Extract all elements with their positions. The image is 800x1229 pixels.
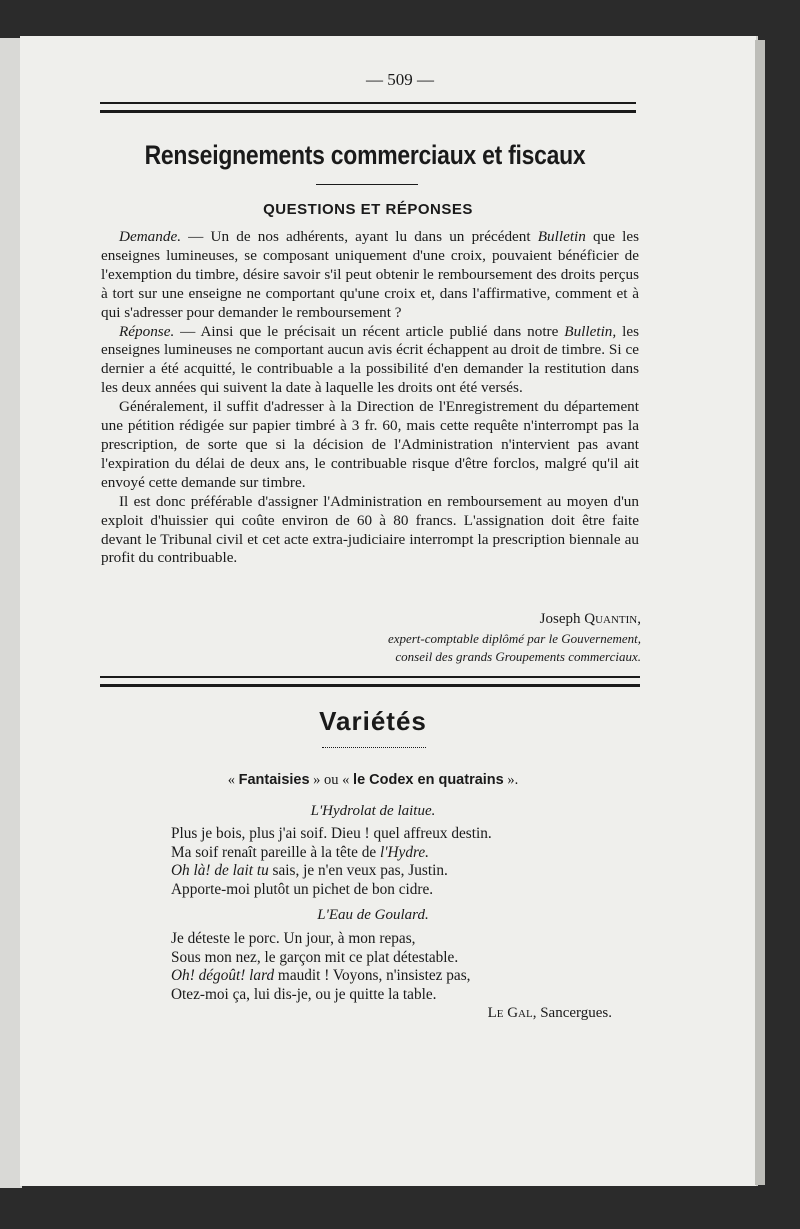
page-number: — 509 —	[366, 70, 434, 89]
poem1-line-3	[171, 862, 591, 881]
poem2-line-2: Sous mon nez, le garçon mit ce plat détestable.	[171, 948, 459, 966]
poem2	[171, 930, 591, 1004]
poem1-line-3b: sais, je n'en veux pas, Justin.	[268, 862, 448, 879]
poem1-line-1: Plus je bois, plus j'ai soif. Dieu ! quel affreux destin.	[171, 825, 492, 842]
qa-body	[101, 228, 639, 568]
paragraph-3: Il est donc préférable d'assigner l'Administration en remboursement au moyen d'un exploit d'huissier qui coûte environ de 60 à 80 francs. L'assignation doit être faite devant le Tribunal civil et cet acte extra-judiciaire interrompt la prescription biennale au profit du contribuable.	[101, 492, 639, 567]
quote-open: «	[227, 772, 239, 788]
poem1	[171, 825, 591, 899]
separator-rule-top	[100, 676, 640, 678]
quote-close: ».	[503, 772, 519, 788]
demande-bulletin: Bulletin	[537, 228, 586, 245]
reponse-text-a: — Ainsi que le précisait un récent article publié dans notre	[174, 322, 565, 340]
page-right-edge	[755, 40, 765, 1185]
section-title: Renseignements commerciaux et fiscaux	[144, 140, 586, 170]
poem-author: Le Gal,	[487, 1005, 537, 1021]
reponse-text-b: les enseignes lumineuses ne comportant aucun avis écrit échappent au droit de timbre. Si ce dernier a été acquitté, le contribuable a la possibilité d'en demander la restitution dans les deux années qui suivent la date à laquelle les droits ont été versés.	[101, 322, 639, 397]
poem2-line-4: Otez-moi ça, lui dis-je, ou je quitte la table.	[171, 985, 437, 1003]
varietes-underline	[322, 747, 426, 749]
separator-rule-bottom	[100, 684, 640, 687]
section-subtitle: QUESTIONS ET RÉPONSES	[263, 201, 473, 218]
demande-text-b: que les enseignes lumineuses, se composant uniquement d'une croix, pouvaient bénéficier de l'exemption du timbre, désire savoir s'il peut obtenir le remboursement des droits perçus à tort sur une enseigne ne comportant qu'une croix et, dans l'affirmative, comment et à qui s'adresser pour demander le remboursement ?	[101, 228, 639, 321]
author-first-name: Joseph	[539, 611, 585, 627]
poem-signature	[300, 1005, 612, 1022]
poem1-line-2b: l'Hydre.	[379, 843, 429, 861]
poem-place: Sancergues.	[536, 1005, 612, 1021]
subtitle-codex: le Codex en quatrains	[353, 772, 504, 788]
header-rule-top	[100, 102, 636, 104]
poem2-line-1: Je déteste le porc. Un jour, à mon repas,	[171, 930, 416, 947]
demande-text-a: — Un de nos adhérents, ayant lu dans un précédent	[181, 228, 538, 245]
author-credential-1: expert-comptable diplômé par le Gouvernement,	[387, 631, 641, 646]
reponse-label: Réponse.	[119, 322, 175, 340]
varietes-subtitle	[0, 772, 746, 789]
demande-paragraph	[101, 228, 639, 323]
poem2-line-3a: Oh! dégoût! lard	[171, 967, 275, 984]
poem1-title: L'Hydrolat de laitue.	[310, 803, 436, 819]
reponse-paragraph	[101, 323, 639, 399]
poem1-line-4: Apporte-moi plutôt un pichet de bon cidre.	[171, 880, 434, 898]
author-credential-2: conseil des grands Groupements commerciaux.	[395, 649, 641, 664]
demande-label: Demande.	[119, 228, 181, 245]
poem1-line-2a: Ma soif renaît pareille à la tête de	[171, 843, 380, 861]
subtitle-fantaisies: Fantaisies	[238, 772, 310, 788]
poem2-line-3	[171, 967, 591, 986]
paragraph-2: Généralement, il suffit d'adresser à la Direction de l'Enregistrement du département une pétition rédigée sur papier timbré à 3 fr. 60, mais cette requête n'interrompt pas la prescription, de sorte que si la décision de l'Administration n'intervient pas avant l'expiration du délai de deux ans, le contribuable risque d'être forclos, malgré qu'il ait envoyé cette demande sur timbre.	[101, 398, 639, 491]
poem2-line-3b: maudit ! Voyons, n'insistez pas,	[274, 967, 471, 984]
author-last-name: Quantin,	[584, 611, 641, 627]
poem1-line-2	[171, 844, 591, 863]
reponse-bulletin: Bulletin,	[564, 322, 617, 340]
poem2-title: L'Eau de Goulard.	[317, 907, 429, 923]
title-underline	[316, 184, 418, 185]
header-rule-bottom	[100, 110, 636, 113]
subtitle-mid: » ou «	[309, 772, 354, 788]
varietes-title: Variétés	[319, 706, 427, 736]
poem1-line-3a: Oh là! de lait tu	[171, 862, 269, 879]
author-signature	[101, 610, 641, 628]
